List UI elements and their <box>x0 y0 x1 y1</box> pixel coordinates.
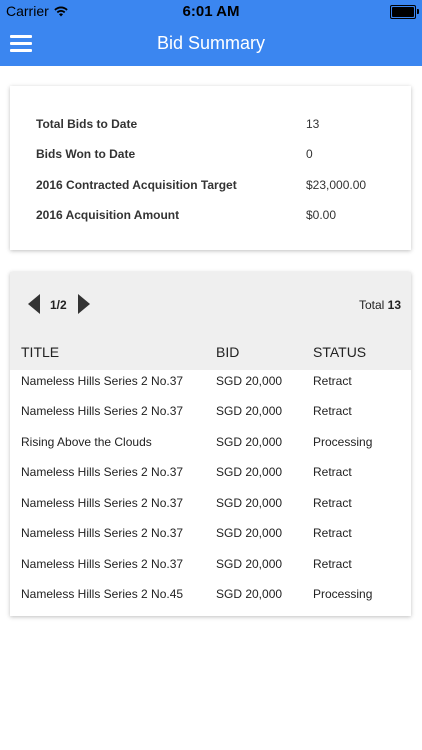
summary-label: 2016 Acquisition Amount <box>36 208 180 222</box>
summary-row-bids-won <box>10 144 411 164</box>
pagination-bar <box>10 272 411 334</box>
previous-page-arrow-icon[interactable] <box>28 294 40 314</box>
summary-value: $23,000.00 <box>306 178 367 192</box>
row-status: Processing <box>313 435 373 449</box>
table-row[interactable] <box>10 553 411 583</box>
row-bid: SGD 20,000 <box>216 435 283 449</box>
table-header <box>10 334 411 370</box>
row-status: Retract <box>313 465 352 479</box>
table-row[interactable] <box>10 400 411 430</box>
battery-fill <box>392 7 414 17</box>
row-status: Retract <box>313 557 352 571</box>
table-row[interactable] <box>10 583 411 613</box>
page-title: Bid Summary <box>156 33 266 53</box>
row-title: Nameless Hills Series 2 No.37 <box>21 496 184 510</box>
summary-label: Total Bids to Date <box>36 117 138 131</box>
summary-label: 2016 Contracted Acquisition Target <box>36 178 237 192</box>
total-count <box>359 298 401 312</box>
column-header-title[interactable]: TITLE <box>21 344 60 360</box>
row-title: Nameless Hills Series 2 No.45 <box>21 587 184 601</box>
status-time: 6:01 AM <box>182 3 240 20</box>
carrier-label: Carrier <box>6 3 49 19</box>
row-title: Nameless Hills Series 2 No.37 <box>21 557 184 571</box>
row-title: Nameless Hills Series 2 No.37 <box>21 465 184 479</box>
total-label: Total <box>358 298 385 312</box>
table-row[interactable] <box>10 431 411 461</box>
row-bid: SGD 20,000 <box>216 587 283 601</box>
table-row[interactable] <box>10 522 411 552</box>
row-status: Retract <box>313 374 352 388</box>
row-bid: SGD 20,000 <box>216 374 283 388</box>
row-bid: SGD 20,000 <box>216 526 283 540</box>
row-bid: SGD 20,000 <box>216 465 283 479</box>
summary-row-acquisition-amount <box>10 205 411 225</box>
summary-value: 13 <box>306 117 320 131</box>
row-status: Retract <box>313 526 352 540</box>
row-title: Nameless Hills Series 2 No.37 <box>21 374 184 388</box>
row-status: Retract <box>313 496 352 510</box>
summary-label: Bids Won to Date <box>36 147 136 161</box>
table-row[interactable] <box>10 492 411 522</box>
row-status: Retract <box>313 404 352 418</box>
battery-icon <box>390 5 416 19</box>
row-title: Nameless Hills Series 2 No.37 <box>21 526 184 540</box>
row-bid: SGD 20,000 <box>216 496 283 510</box>
next-page-arrow-icon[interactable] <box>78 294 90 314</box>
nav-bar <box>0 22 422 66</box>
row-bid: SGD 20,000 <box>216 404 283 418</box>
total-value: 13 <box>387 298 401 312</box>
row-title: Nameless Hills Series 2 No.37 <box>21 404 184 418</box>
column-header-status[interactable]: STATUS <box>313 344 367 360</box>
column-header-bid[interactable]: BID <box>216 344 240 360</box>
summary-value: $0.00 <box>306 208 337 222</box>
summary-row-acquisition-target <box>10 175 411 195</box>
table-row[interactable] <box>10 461 411 491</box>
row-bid: SGD 20,000 <box>216 557 283 571</box>
row-status: Processing <box>313 587 373 601</box>
summary-value: 0 <box>306 147 313 161</box>
status-bar <box>0 0 422 22</box>
row-title: Rising Above the Clouds <box>21 435 152 449</box>
summary-card <box>10 86 411 250</box>
bids-table-card <box>10 272 411 616</box>
table-row[interactable] <box>10 370 411 400</box>
summary-row-total-bids <box>10 114 411 134</box>
page-indicator: 1/2 <box>50 298 67 312</box>
